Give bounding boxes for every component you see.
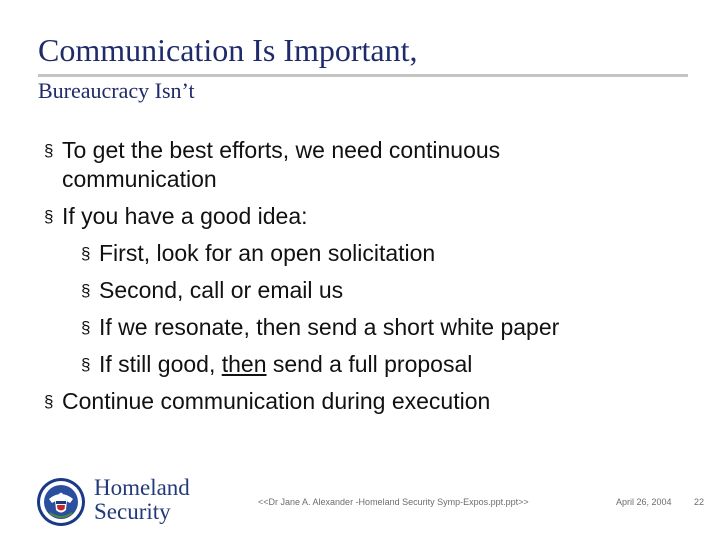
bullet-item [44,198,684,235]
logo-line-2: Security [94,499,171,524]
footer-page-number: 22 [694,497,705,507]
sub-bullet-item [81,272,684,309]
bullet-marker-icon: § [81,281,91,300]
sub-bullet-item [81,235,684,272]
bullet-text-suffix: send a full proposal [266,351,473,377]
bullet-marker-icon: § [44,392,54,411]
dhs-seal-icon [36,477,86,527]
logo-line-1: Homeland [94,475,190,500]
bullet-text-emphasis: then [221,351,267,377]
bullet-marker-icon: § [81,244,91,263]
slide-subtitle: Bureaucracy Isn’t [38,78,195,103]
bullet-marker-icon: § [81,318,91,337]
logo-wordmark [94,476,190,524]
bullet-text-prefix: If still good, [99,351,222,377]
bullet-text [99,351,472,377]
bullet-item [44,383,684,420]
title-block [38,30,698,103]
bullet-text: If we resonate, then send a short white paper [99,314,560,340]
bullet-item [44,132,684,198]
title-divider [38,74,688,77]
homeland-security-logo [36,474,214,528]
bullet-marker-icon: § [81,355,91,374]
sub-bullet-item [81,309,684,346]
bullet-text: Continue communication during execution [62,388,491,414]
slide-body [44,132,684,420]
bullet-text: If you have a good idea: [62,203,308,229]
bullet-marker-icon: § [44,207,54,226]
slide-title: Communication Is Important, [38,32,418,68]
bullet-marker-icon: § [44,141,54,160]
footer-date: April 26, 2004 [616,497,672,507]
bullet-text: To get the best efforts, we need continuous communication [62,137,501,192]
footer-filename: <<Dr Jane A. Alexander -Homeland Security Symp-Expos.ppt.ppt>> [258,497,529,507]
bullet-text: First, look for an open solicitation [99,240,436,266]
sub-bullet-item [81,346,684,383]
bullet-text: Second, call or email us [99,277,344,303]
